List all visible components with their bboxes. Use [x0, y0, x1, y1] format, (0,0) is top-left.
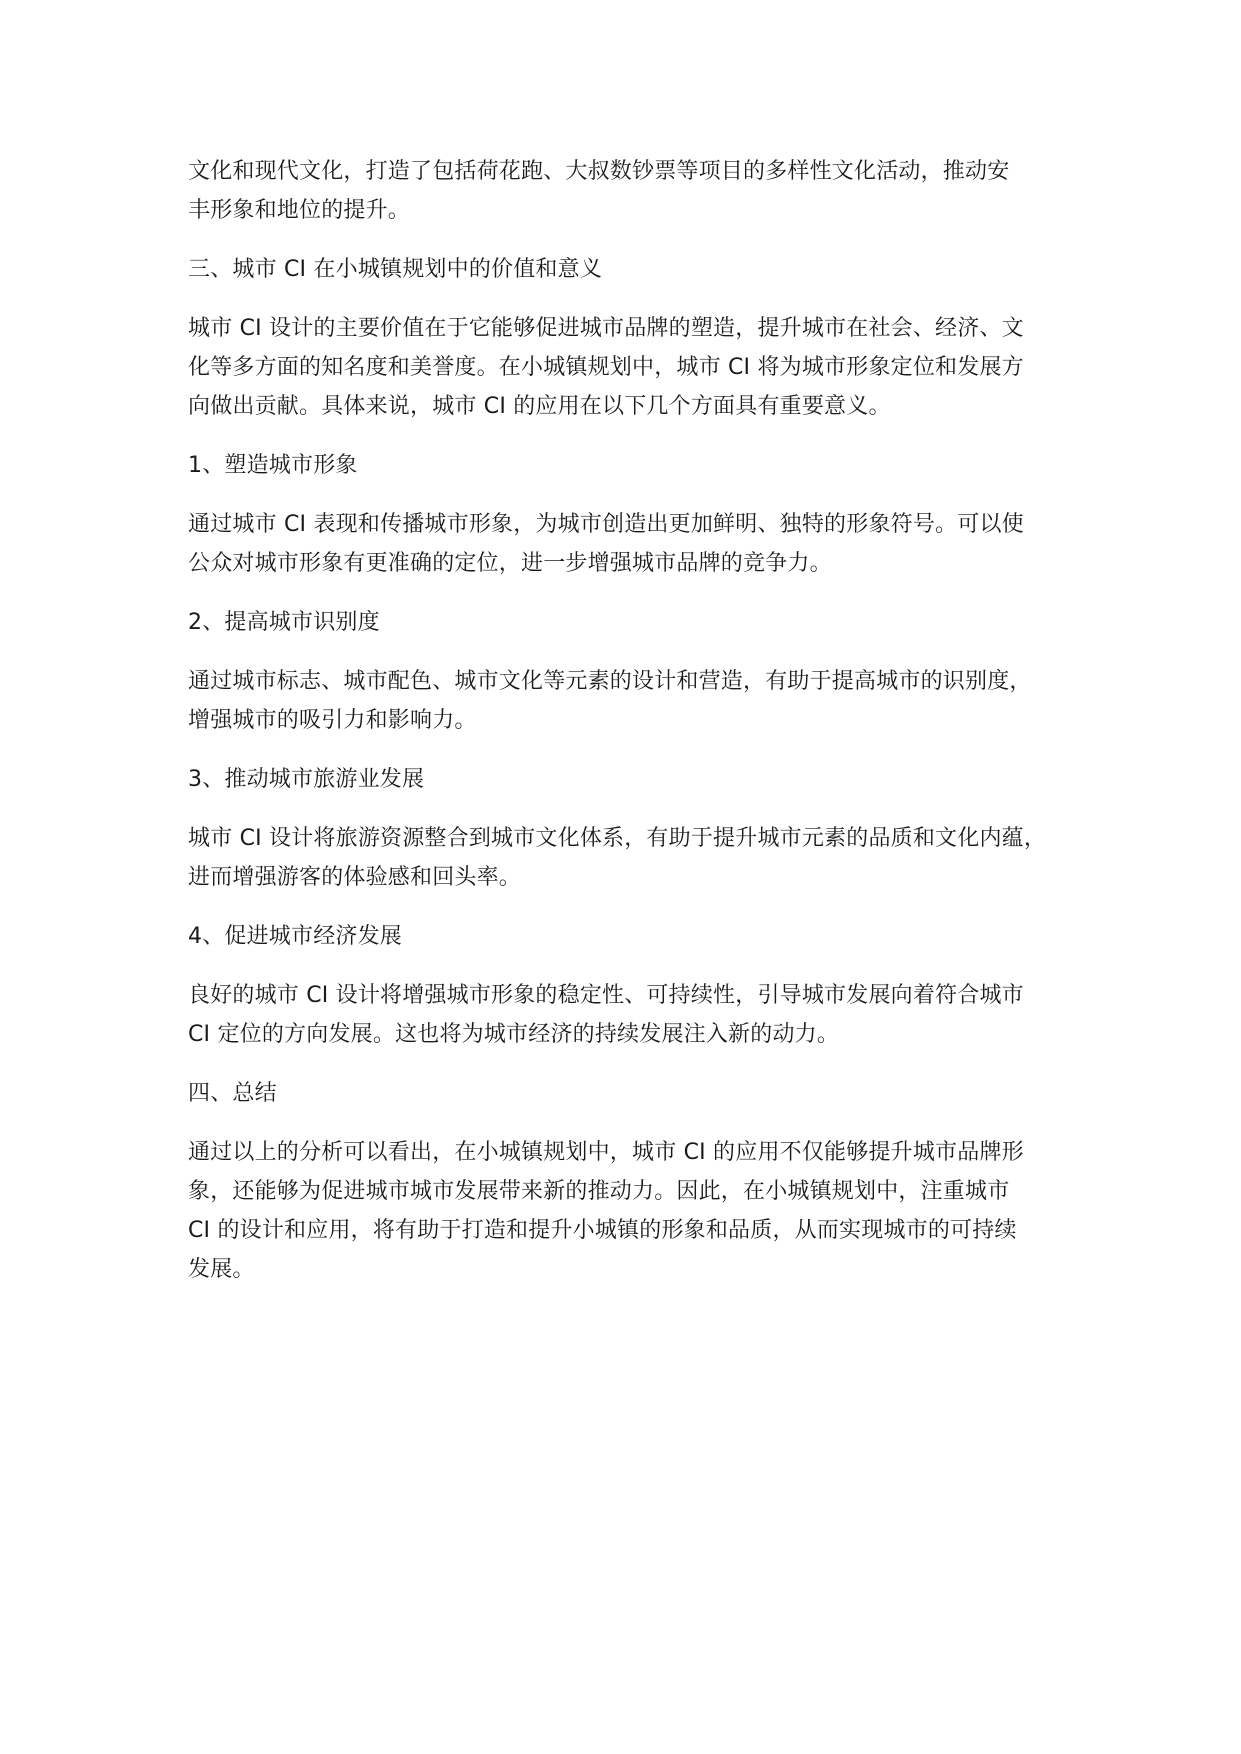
subheading-economy: 4、促进城市经济发展 — [188, 924, 402, 949]
paragraph-tourism — [188, 819, 1068, 897]
text-line: 向做出贡献。具体来说，城市 CI 的应用在以下几个方面具有重要意义。 — [188, 394, 891, 419]
text-line: 城市 CI 设计将旅游资源整合到城市文化体系，有助于提升城市元素的品质和文化内蕴， — [188, 826, 1047, 851]
text-line: 文化和现代文化，打造了包括荷花跑、大叔数钞票等项目的多样性文化活动，推动安 — [188, 159, 1010, 184]
text-line: 良好的城市 CI 设计将增强城市形象的稳定性、可持续性，引导城市发展向着符合城市 — [188, 983, 1024, 1008]
text-line: 通过城市标志、城市配色、城市文化等元素的设计和营造，有助于提高城市的识别度， — [188, 669, 1032, 694]
paragraph-economy — [188, 976, 1068, 1054]
paragraph-shape-image — [188, 505, 1068, 583]
text-line: 象，还能够为促进城市城市发展带来新的推动力。因此，在小城镇规划中，注重城市 — [188, 1179, 1010, 1204]
document-body — [188, 152, 1068, 1309]
text-line: 发展。 — [188, 1257, 255, 1282]
subheading-recognition: 2、提高城市识别度 — [188, 610, 380, 635]
paragraph-culture-activities — [188, 152, 1068, 230]
text-line: CI 定位的方向发展。这也将为城市经济的持续发展注入新的动力。 — [188, 1022, 840, 1047]
paragraph-ci-value — [188, 309, 1068, 426]
text-line: 增强城市的吸引力和影响力。 — [188, 708, 477, 733]
text-line: 城市 CI 设计的主要价值在于它能够促进城市品牌的塑造，提升城市在社会、经济、文 — [188, 316, 1024, 341]
paragraph-summary — [188, 1133, 1068, 1289]
subheading-shape-image: 1、塑造城市形象 — [188, 453, 358, 478]
text-line: 进而增强游客的体验感和回头率。 — [188, 865, 522, 890]
text-line: CI 的设计和应用，将有助于打造和提升小城镇的形象和品质，从而实现城市的可持续 — [188, 1218, 1017, 1243]
section-heading-summary: 四、总结 — [188, 1081, 277, 1106]
text-line: 丰形象和地位的提升。 — [188, 198, 411, 223]
text-line: 通过以上的分析可以看出，在小城镇规划中，城市 CI 的应用不仅能够提升城市品牌形 — [188, 1140, 1024, 1165]
section-heading-value: 三、城市 CI 在小城镇规划中的价值和意义 — [188, 257, 603, 282]
text-line: 化等多方面的知名度和美誉度。在小城镇规划中，城市 CI 将为城市形象定位和发展方 — [188, 355, 1024, 380]
text-line: 公众对城市形象有更准确的定位，进一步增强城市品牌的竞争力。 — [188, 551, 832, 576]
subheading-tourism: 3、推动城市旅游业发展 — [188, 767, 425, 792]
paragraph-recognition — [188, 662, 1068, 740]
text-line: 通过城市 CI 表现和传播城市形象，为城市创造出更加鲜明、独特的形象符号。可以使 — [188, 512, 1024, 537]
